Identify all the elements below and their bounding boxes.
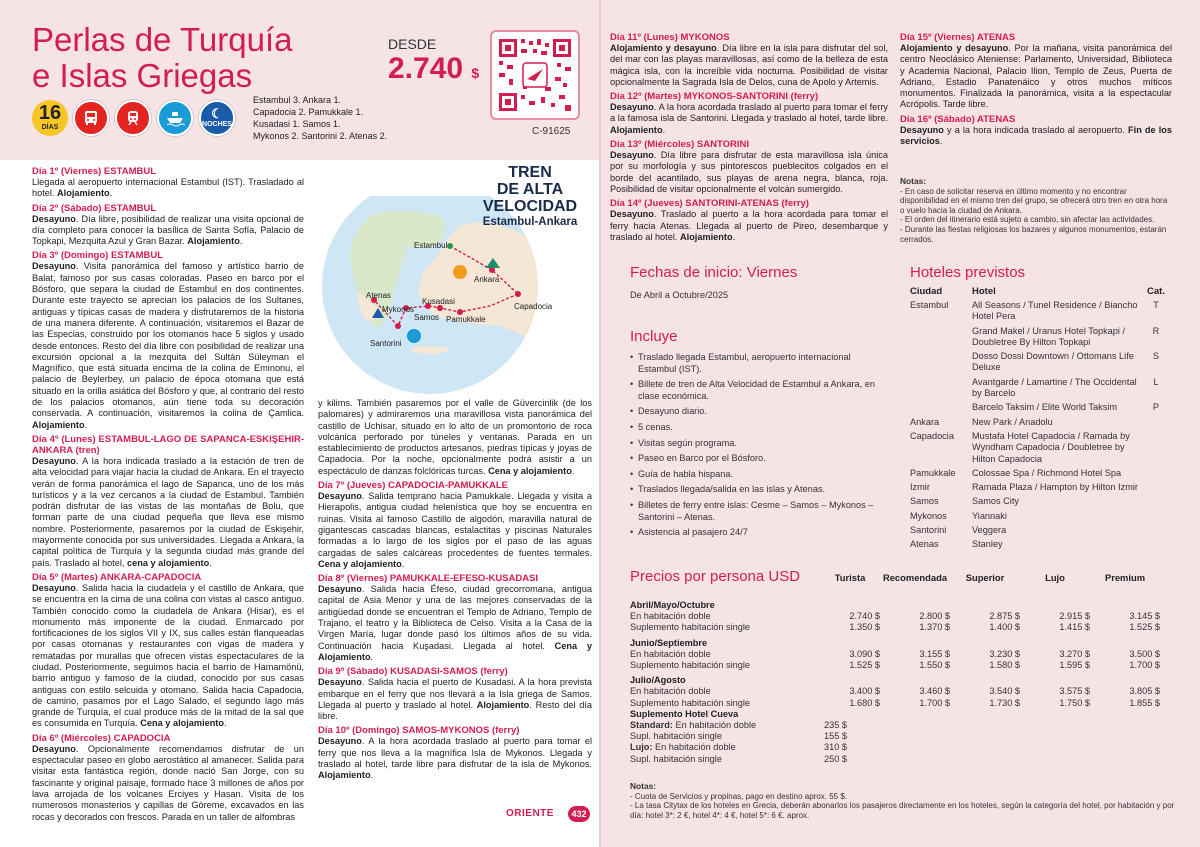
cities-line: Kusadasi 1. Samos 1. (253, 119, 341, 129)
price-row-label: En habitación doble (630, 611, 711, 622)
day-heading: Día 8º (Viernes) PAMUKKALE-EFESO-KUSADASI (318, 573, 539, 585)
day-heading: Día 3º (Domingo) ESTAMBUL (32, 250, 164, 262)
prices-table (630, 568, 1160, 765)
day-text: Desayuno. Salida temprano hacia Pamukkale. Llegada y visita a Hierapolis, antigua ciudad helenística que hoy se encuentra en ruinas. Visita al famoso Castillo de algodón, maravilla natural de gigantescas cascadas blancas, estalactitas y piscinas Naturales formadas a lo largo de los siglos por el paso de las aguas cargadas de sales calcáreas procedentes de fuentes termales. Cena y alojamiento. (318, 491, 592, 569)
bus-icon (73, 100, 109, 136)
list-item: • Asistencia al pasajero 24/7 (630, 527, 890, 539)
cueva-row-label (630, 742, 820, 753)
day-text: Desayuno. A la hora acordada traslado al puerto para tomar el ferry a la famosa isla de Santorini. Llegada y traslado al hotel, tarde libre. Alojamiento. (610, 102, 888, 135)
nights-label: NOCHES (202, 121, 232, 128)
table-cell (1142, 525, 1170, 539)
price-cell: 1.400 $ (989, 622, 1020, 633)
table-row (910, 539, 1170, 553)
page-fold (599, 0, 601, 847)
table-cell (910, 402, 972, 416)
itinerary-column-3 (610, 30, 888, 246)
table-cell: Barcelo Taksim / Elite World Taksim (972, 402, 1118, 413)
day-text: Desayuno. Visita panorámica del famoso y artístico barrio de Balat, famoso por sus casas coloradas. Paseo en barco por el Bósforo, que separa la ciudad de Estambul en dos continentes. Durante este trayecto se aprecian los palacios de los Sultanes, antiguas y típicas casas de madera y disfrutaremos de la historia de una manera diferente. A continuación, visitaremos el Bazar de las Especias, construido por los otomanos hace 5 siglos y usado desde entonces. Resto del día libre con posibilidad de realizar una excursión opcional a la mezquita del Sultán Süleyman el Magnífico, que está situada encima de la colina de Eminonu, el palacio de Beylerbey, un palacio de época otomana que está situado en la orilla asiática del Bósforo y que, al contrario del resto de los palacios otomanos, aún tiene toda su decoración conservada. A continuación, visitaremos la colina de Çamlica. Alojamiento. (32, 261, 304, 430)
hoteles-title: Hoteles previstos (910, 264, 1026, 281)
empty-cell (950, 731, 1020, 742)
day-heading: Día 7º (Jueves) CAPADOCIA-PAMUKKALE (318, 480, 508, 492)
prices-title-cell (630, 568, 820, 600)
title-line-2: e Islas Griegas (32, 57, 253, 94)
list-item: • Traslados llegada/salida en las islas y Atenas. (630, 484, 890, 496)
cueva-row-label (630, 720, 820, 731)
cueva-title: Suplemento Hotel Cueva (630, 708, 739, 719)
product-code: C-91625 (532, 126, 571, 137)
day-heading: Día 9º (Sábado) KUSADASI-SAMOS (ferry) (318, 666, 508, 678)
itinerary-notes (900, 177, 1172, 244)
table-cell: All Seasons / Tunel Residence / Biancho Hotel Pera (972, 300, 1138, 322)
table-row (630, 720, 1160, 731)
table-cell: Mykonos (910, 510, 947, 521)
price-cell: 155 $ (824, 731, 847, 742)
price-value (388, 52, 479, 90)
column-header: Cat. (1147, 286, 1165, 297)
day-heading: Día 4º (Lunes) ESTAMBUL-LAGO DE SAPANCA-ESKIŞEHIR-ANKARA (tren) (32, 433, 304, 456)
empty-cell (880, 742, 950, 753)
price-cell: 1.750 $ (1059, 697, 1090, 708)
price-cell: 1.680 $ (849, 697, 880, 708)
incluye-title: Incluye (630, 328, 678, 345)
day-text: Desayuno. Día libre, posibilidad de realizar una visita opcional de día completo para conocer la basílica de Santa Sofía, Palacio de Topkapi, Mezquita Azul y Gran Bazar. Alojamiento. (32, 213, 304, 247)
table-cell: L (1153, 376, 1159, 387)
table-cell (910, 377, 972, 403)
table-cell: Ramada Plaza / Hampton by Hilton Izmir (972, 482, 1138, 493)
price-cell: 1.595 $ (1059, 660, 1090, 671)
empty-cell (950, 754, 1020, 765)
nights-badge (199, 100, 235, 136)
day-heading: Día 15º (Viernes) ATENAS (900, 32, 1016, 43)
list-item: • Billetes de ferry entre islas: Cesme – Samos – Mykonos – Santorini – Atenas. (630, 500, 890, 523)
table-cell (1142, 482, 1170, 496)
column-header: Superior (965, 571, 1005, 583)
price-row-label: Suplemento habitación single (630, 697, 751, 708)
table-row (910, 300, 1170, 326)
table-row (910, 496, 1170, 510)
table-cell (1142, 431, 1170, 468)
train-banner-line: DE ALTA (496, 181, 564, 198)
day-heading: Día 13º (Miércoles) SANTORINI (610, 139, 749, 151)
hotels-table (910, 286, 1170, 554)
notes-heading: Notas: (900, 176, 927, 186)
price-cell: 1.370 $ (919, 622, 950, 633)
map-label-pamukkale: Pamukkale (446, 315, 486, 324)
cities-line: Mykonos 2. Santorini 2. Atenas 2. (253, 131, 388, 141)
day-text: Desayuno. Opcionalmente recomendamos disfrutar de un espectacular paseo en globo aerostático al amanecer. Salida para visitar esta fantástica región, donde nació San Jorge, con su fascinante y original paisaje, formado hace 3 millones de años por lava arrojada de los volcanes Erciyes y Hasan. Visita de los numerosos monasterios y capillas de Göreme, excavados en las rocas y decorados con frescos. Parada en un taller de alfombras (32, 743, 304, 822)
price-cell: 3.090 $ (849, 648, 880, 659)
cities-line: Capadocia 2. Pamukkale 1. (253, 107, 364, 117)
table-cell: Colossae Spa / Richmond Hotel Spa (972, 467, 1122, 478)
cueva-label: Supl. habitación single (630, 753, 722, 764)
column-header: Premium (1104, 571, 1146, 583)
table-row (630, 754, 1160, 765)
empty-cell (1020, 754, 1090, 765)
price-currency: $ (471, 65, 480, 81)
cueva-row-label (630, 731, 820, 742)
map-label-ankara: Ankara (474, 275, 500, 284)
day-text: Llegada al aeropuerto internacional Estambul (IST). Trasladado al hotel. Alojamiento. (32, 177, 304, 199)
note-item: - En caso de solicitar reserva en último momento y no encontrar disponibilidad en el mismo tren del grupo, se ofrecerá otro tren en otra hora o vuelo hacia la ciudad de Ankara. (900, 186, 1168, 215)
list-item: • Desayuno diario. (630, 406, 890, 418)
precios-title: Precios por persona USD (630, 568, 801, 585)
price-row-label: En habitación doble (630, 686, 711, 697)
day-text: Alojamiento y desayuno. Día libre en la isla para disfrutar del sol, del mar con las playas maravillosas, así como de la belleza de esta mágica isla, con la increíble vida nocturna. Posibilidad de visitar opcionalmente la Sagrada Isla de Delos, cuna de Apolo y Artemis. (610, 43, 888, 87)
table-cell: R (1152, 325, 1160, 336)
itinerary-column-2 (318, 398, 592, 785)
table-cell: Samos City (972, 496, 1019, 507)
price-cell: 3.400 $ (849, 686, 880, 697)
empty-cell (880, 720, 950, 731)
map-label-estambul: Estambul (414, 241, 448, 250)
column-header: Lujo (1045, 571, 1065, 583)
note-item: - El orden del itinerario está sujeto a cambio, sin afectar las actividades. (900, 215, 1155, 225)
table-row (630, 622, 1160, 633)
price-group-label: Abril/Mayo/Octubre (630, 600, 715, 610)
table-cell: Stanley (972, 539, 1003, 550)
cities-list (253, 94, 423, 142)
cities-line: Estambul 3. Ankara 1. (253, 95, 342, 105)
price-label: DESDE (388, 36, 437, 52)
day-text: Desayuno. Traslado al puerto a la hora acordada para tomar el ferry hacia Atenas. Llegada al puerto de Pireo, desembarque y traslado al hotel. Alojamiento. (610, 209, 888, 242)
table-row (910, 326, 1170, 352)
price-cell: 2.740 $ (849, 611, 880, 622)
page-number: 432 (568, 806, 590, 822)
table-cell: Mustafa Hotel Capadocia / Ramada by Wyndham Capadocia / Doubletree by Hilton Capadocia (972, 430, 1130, 464)
empty-cell (1090, 754, 1160, 765)
table-cell: Grand Makel / Uranus Hotel Topkapi / Doubletree By Hilton Topkapi (972, 325, 1126, 347)
empty-cell (880, 754, 950, 765)
train-banner (468, 164, 592, 229)
table-row (910, 511, 1170, 525)
day-heading: Día 12º (Martes) MYKONOS-SANTORINI (ferry) (610, 91, 819, 103)
empty-cell (1020, 742, 1090, 753)
price-cell: 1.525 $ (1129, 622, 1160, 633)
price-amount: 2.740 (388, 52, 464, 85)
table-cell (910, 326, 972, 352)
list-item: • Visitas según programa. (630, 438, 890, 450)
list-item: • Traslado llegada Estambul, aeropuerto internacional Estambul (IST). (630, 352, 890, 375)
table-cell: Samos (910, 496, 939, 507)
empty-cell (950, 742, 1020, 753)
price-cell: 1.580 $ (989, 660, 1020, 671)
table-cell: Veggera (972, 525, 1007, 536)
note-item: - Durante las fiestas religiosas los bazares y algunos monumentos, estarán cerrados. (900, 224, 1167, 244)
table-cell: Pamukkale (910, 467, 956, 478)
day-text: Desayuno. Día libre para disfrutar de esta maravillosa isla única por su morfología y sus pintorescos pueblecitos colgados en el borde del acantilado, sus playas de arena negra, blanca, roja. Posibilidad de visitar opcionalmente el volcán sumergido. (610, 150, 888, 194)
table-row (630, 698, 1160, 709)
note-item: - La tasa Citytax de los hoteles en Grecia, deberán abonarlos los pasajeros directamente en los hoteles, según la categoría del hotel, por habitación y por día: hotel 3*: 2 €, hotel 4*: 4 €, hotel 5*: 6 €. aprox. (630, 801, 1175, 820)
table-cell: Yiannaki (972, 510, 1007, 521)
price-cell: 3.575 $ (1059, 686, 1090, 697)
table-cell: New Park / Anadolu (972, 416, 1053, 427)
list-item: • Paseo en Barco por el Bósforo. (630, 453, 890, 465)
fechas-title: Fechas de inicio: Viernes (630, 264, 798, 281)
table-cell (1142, 417, 1170, 431)
empty-cell (1020, 731, 1090, 742)
table-cell: Izmir (910, 482, 930, 493)
price-cell: 3.460 $ (919, 686, 950, 697)
table-row (630, 686, 1160, 697)
table-row (910, 377, 1170, 403)
table-cell: Dosso Dossi Downtown / Ottomans Life Deluxe (972, 351, 1134, 373)
price-cell: 3.270 $ (1059, 648, 1090, 659)
table-row (630, 709, 1160, 720)
price-cell: 1.550 $ (919, 660, 950, 671)
days-label: DÍAS (41, 124, 59, 131)
day-text: Desayuno. Salida hacia la ciudadela y el castillo de Ankara, que se encuentra en la cima de una colina con vistas al casco antiguo. También conocido como la ciudadela de Ankara (Hisar), es el monumento más imponente de la ciudad. Enmarcado por fortificaciones de los siglos VII y IX, sus calles están flanqueadas por casas otomanas y restaurantes con vigas de madera y rematadas por murallas que ofrecen vistas espectaculares de la ciudad. Posteriormente, seguimos hacia el barrio de Hamamönü, barrio antiguo y famoso de la ciudad, conocido por sus casas antiguas con estilo selcuida y otomano. Salida hacia Capadocia, de camino, pasamos por el Lago Salado, el segundo lago más grande de Turquía, el cual produce más de la mitad de la sal que es consumida en Turquía. Cena y alojamiento. (32, 582, 304, 729)
empty-cell (1090, 720, 1160, 731)
price-cell: 235 $ (824, 720, 847, 731)
cueva-label: En habitación doble (652, 742, 736, 753)
price-notes (630, 782, 1175, 820)
train-banner-line: TREN (508, 164, 552, 181)
cueva-label: En habitación doble (672, 720, 757, 731)
table-cell: Estambul (910, 300, 949, 310)
train-icon (115, 100, 151, 136)
day-heading: Día 5º (Martes) ANKARA-CAPADOCIA (32, 571, 202, 583)
incluye-list (630, 352, 890, 543)
column-header: Hotel (972, 286, 996, 297)
ship-icon (157, 100, 193, 136)
empty-cell (1090, 731, 1160, 742)
table-cell (1142, 496, 1170, 510)
day-heading: Día 11º (Lunes) MYKONOS (610, 32, 730, 43)
column-header: Turista (834, 571, 866, 583)
empty-cell (1090, 742, 1160, 753)
train-banner-sub: Estambul-Ankara (482, 216, 578, 228)
day-heading: Día 6º (Miércoles) CAPADOCIA (32, 732, 171, 744)
map-label-samos: Samos (414, 313, 439, 322)
cueva-category: Lujo: (630, 742, 653, 753)
cueva-label: Supl. habitación single (630, 731, 722, 742)
title-line-1: Perlas de Turquía (32, 21, 293, 58)
cueva-row-label (630, 754, 820, 765)
table-cell (910, 351, 972, 377)
day-text: Desayuno. A la hora indicada traslado a la estación de tren de alta velocidad para viajar hacia la ciudad de Ankara. En el trayecto verán de forma panorámica el lago de Sapanca, uno de los más turísticos y a la vez cercanos a la ciudad de Estambul. También podrán disfrutar de las vistas de las montañas de Bolu, que forman parte de una ciudad pequeña que lleva ese mismo nombre. Posteriormente, pasaremos por la ciudad de Eskişehir, mayormente conocida por sus universidades. Llegada a Ankara, la capital política de Turquía y la segunda ciudad más grande del país. Traslado al hotel, cena y alojamiento. (32, 455, 304, 568)
day-text: Alojamiento y desayuno. Por la mañana, visita panorámica del centro Neoclásico Ateniense: Parlamento, Universidad, Biblioteca y Academia Nacional, Palacio Ilion, Templo de Zeus, Puerta de Adriano, Estadio Panatenáico y otros muchos míticos monumentos. Finalizada la panorámica, visita a la espectacular Acrópolis. Tarde libre. (900, 43, 1172, 110)
map-label-capadocia: Capadocia (514, 302, 553, 311)
day-heading: Día 1º (Viernes) ESTAMBUL (32, 166, 157, 177)
column-header: Ciudad (910, 286, 943, 297)
day-text: Desayuno y a la hora indicada traslado al aeropuerto. Fin de los servicios. (900, 124, 1172, 147)
price-cell: 2.800 $ (919, 611, 950, 622)
table-row (910, 351, 1170, 377)
price-cell: 310 $ (824, 742, 847, 753)
table-row (630, 742, 1160, 753)
table-cell: T (1153, 300, 1159, 310)
empty-cell (1020, 720, 1090, 731)
train-banner-line: VELOCIDAD (482, 198, 578, 215)
price-cell: 1.415 $ (1059, 622, 1090, 633)
page-title (32, 22, 352, 94)
table-row (910, 525, 1170, 539)
price-cell: 3.145 $ (1129, 611, 1160, 622)
price-cell: 1.350 $ (849, 622, 880, 633)
price-row-label: Suplemento habitación single (630, 622, 751, 633)
note-item: - Cuota de Servicios y propinas, pago en destino aprox. 55 $. (630, 791, 848, 801)
table-row (910, 468, 1170, 482)
table-row (630, 671, 1160, 686)
table-cell: Capadocia (910, 430, 954, 441)
table-row (630, 634, 1160, 649)
list-item: • 5 cenas. (630, 422, 890, 434)
price-cell: 3.230 $ (989, 648, 1020, 659)
empty-cell (880, 731, 950, 742)
price-cell: 3.500 $ (1129, 648, 1160, 659)
price-cell: 1.730 $ (989, 697, 1020, 708)
qr-code-icon[interactable] (490, 30, 580, 120)
price-cell: 3.540 $ (989, 686, 1020, 697)
days-number: 16 (38, 102, 62, 124)
footer-section: ORIENTE (506, 808, 554, 819)
table-row (910, 431, 1170, 468)
table-row (910, 482, 1170, 496)
table-cell (1142, 539, 1170, 553)
map-label-atenas: Atenas (366, 291, 391, 300)
price-group-label: Junio/Septiembre (630, 637, 708, 648)
day-text: Desayuno. A la hora acordada traslado al puerto para tomar el ferry que nos lleva a la magnífica Isla de Mykonos. Llegada y traslado al hotel, tarde libre para disfrutar de la isla de Mykonos. Alojamiento. (318, 736, 592, 781)
column-header: Recomendada (882, 571, 948, 583)
table-row (630, 611, 1160, 622)
day-text: Desayuno. Salida hacia el puerto de Kusadasi. A la hora prevista embarque en el ferry que nos llevará a la Isla griega de Samos. Llegada al puerto y traslado al hotel. Alojamiento. Resto del día libre. (318, 677, 592, 722)
day-heading: Día 14º (Jueves) SANTORINI-ATENAS (ferry) (610, 198, 809, 210)
table-cell: P (1152, 402, 1160, 413)
price-group-label: Julio/Agosto (630, 675, 686, 686)
table-cell: Atenas (910, 539, 939, 550)
list-item: • Billete de tren de Alta Velocidad de Estambul a Ankara, en clase económica. (630, 379, 890, 402)
table-row (910, 417, 1170, 431)
empty-cell (950, 720, 1020, 731)
map-label-santorini: Santorini (370, 339, 402, 348)
cueva-category: Standard: (630, 720, 673, 731)
price-cell: 250 $ (824, 753, 847, 764)
table-row (630, 600, 1160, 611)
price-cell: 3.805 $ (1129, 686, 1160, 697)
day-heading: Día 10º (Domingo) SAMOS-MYKONOS (ferry) (318, 725, 520, 737)
day-text: y kilims. También pasaremos por el valle de Güvercinlik (de los palomares) y admiraremos una maravillosa vista panorámica del castillo de Uchisar, situado en lo alto de un promontorio de roca volcánica perforado por túneles y ventanas. Parada en un establecimiento de productos artesanos, piedras típicas y joyas de Capadocia. Por la noche, opcionalmente podrá asistir a un espectáculo de danzas folclóricas turcas. Cena y alojamiento. (318, 398, 592, 476)
table-row (630, 649, 1160, 660)
price-row-label: Suplemento habitación single (630, 660, 751, 671)
table-row (630, 660, 1160, 671)
list-item: • Guía de habla hispana. (630, 469, 890, 481)
days-badge (32, 100, 68, 136)
price-cell: 2.875 $ (989, 611, 1020, 622)
moon-icon: ☾ (211, 106, 223, 121)
price-cell: 1.700 $ (1129, 660, 1160, 671)
price-cell: 3.155 $ (919, 648, 950, 659)
table-cell: Ankara (910, 416, 940, 427)
fechas-value: De Abril a Octubre/2025 (630, 290, 729, 300)
price-row-label: En habitación doble (630, 648, 711, 659)
table-cell: Avantgarde / Lamartine / The Occidental by Barcelo (972, 376, 1137, 399)
price-cell: 2.915 $ (1059, 611, 1090, 622)
table-cell: S (1152, 351, 1160, 362)
price-cell: 1.700 $ (919, 697, 950, 708)
price-cell: 1.855 $ (1129, 697, 1160, 708)
table-cell (1142, 468, 1170, 482)
day-heading: Día 2º (Sábado) ESTAMBUL (32, 202, 157, 214)
table-cell (1142, 511, 1170, 525)
day-heading: Día 16º (Sábado) ATENAS (900, 113, 1016, 125)
price-cell: 1.525 $ (849, 660, 880, 671)
day-text: Desayuno. Salida hacia Éfeso, ciudad grecorromana, antigua capital de Asia Menor y una de las mejores conservadas de la antigüedad donde se encuentran el Templo de Adriano, Templo de Trajano, el teatro y la Biblioteca de Celso. Visita a la Casa de la Virgen María, lugar donde pasó los últimos años de su vida. Continuación hacia Kuşadasi. Llegada al hotel. Cena y Alojamiento. (318, 584, 592, 662)
notes-heading: Notas: (630, 781, 657, 791)
table-row (910, 402, 1170, 416)
table-cell: Santorini (910, 525, 947, 536)
itinerary-column-4 (900, 30, 1172, 150)
map-label-mykonos: Mykonos (382, 305, 415, 314)
itinerary-column-1 (32, 164, 304, 826)
map-label-kusadasi: Kusadasi (422, 297, 455, 306)
table-row (630, 731, 1160, 742)
